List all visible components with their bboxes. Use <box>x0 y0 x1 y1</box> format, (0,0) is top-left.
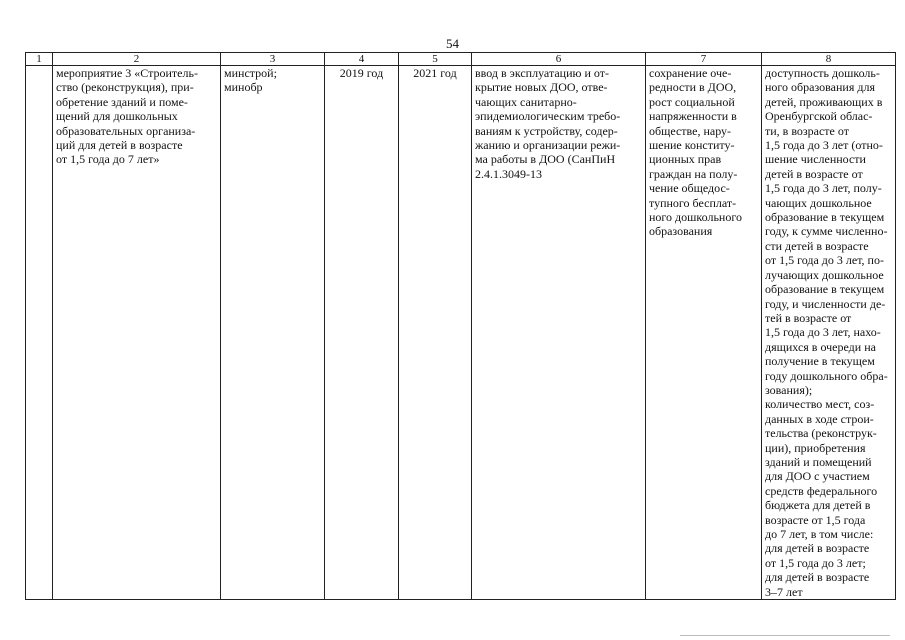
cell-indicators: доступность дошколь- ного образования для детей, проживающих в Оренбургской облас- ти, в возрасте от 1,5 года до 3 лет (отно- шение численности детей в возрасте от 1,5 года до 3 лет, полу- чающих дошкольное образование в текущем году, к сумме численно- сти детей в возрасте от 1,5 года до 3 лет, по- лучающих дошкольное образование в текущем году, и численности де- тей в возрасте от 1,5 года до 3 лет, нахо- дящихся в очереди на получение в текущем году дошкольного обра- зования); количество мест, соз- данных в ходе строи- тельства (реконструк- ции), приобретения зданий и помещений для ДОО с участием средств федерального бюджета для детей в возрасте от 1,5 года до 7 лет, в том числе: для детей в возрасте от 1,5 года до 3 лет; для детей в возрасте 3–7 лет <box>762 66 896 600</box>
column-number-7: 7 <box>646 53 762 66</box>
table-row <box>26 66 896 600</box>
cell-end-year: 2021 год <box>399 66 472 600</box>
column-number-row <box>26 53 896 66</box>
cell-start-year: 2019 год <box>325 66 399 600</box>
cell-expected-result: ввод в эксплуатацию и от- крытие новых ДОО, отве- чающих санитарно- эпидемиологическим требо- ваниям к устройству, содер- жанию и организации режи- ма работы в ДОО (СанПиН 2.4.1.3049-13 <box>472 66 646 600</box>
footer-rule <box>680 635 890 636</box>
cell-consequences: сохранение оче- редности в ДОО, рост социальной напряженности в обществе, нару- шение конститу- ционных прав граждан на полу- чение общедос- тупного бесплат- ного дошкольного образования <box>646 66 762 600</box>
column-number-8: 8 <box>762 53 896 66</box>
cell-measure-name: мероприятие 3 «Строитель- ство (реконструкция), при- обретение зданий и поме- щений для дошкольных образовательных организа- ций для детей в возрасте от 1,5 года до 7 лет» <box>53 66 221 600</box>
column-number-2: 2 <box>53 53 221 66</box>
column-number-1: 1 <box>26 53 53 66</box>
cell-responsible: минстрой; минобр <box>221 66 325 600</box>
column-number-5: 5 <box>399 53 472 66</box>
cell-number <box>26 66 53 600</box>
column-number-3: 3 <box>221 53 325 66</box>
measures-table <box>25 52 896 600</box>
column-number-6: 6 <box>472 53 646 66</box>
page-number: 54 <box>446 36 459 51</box>
column-number-4: 4 <box>325 53 399 66</box>
